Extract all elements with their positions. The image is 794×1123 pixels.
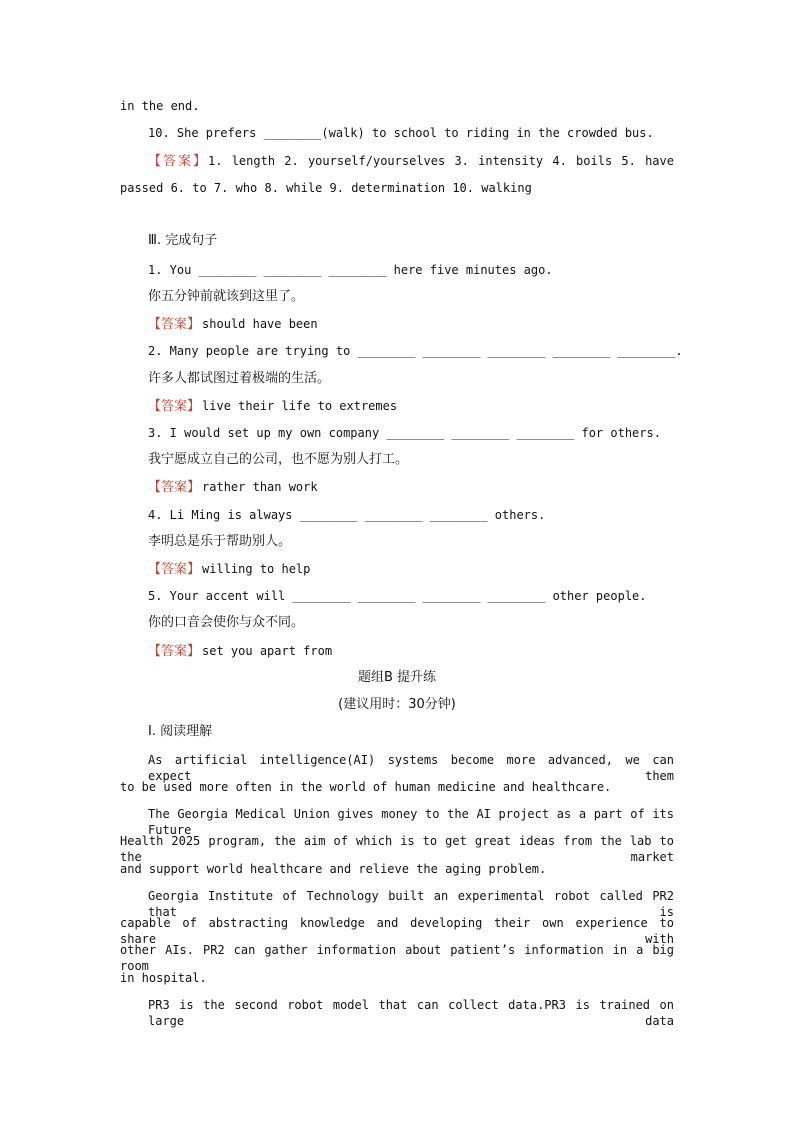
answer-line <box>148 153 674 169</box>
answer-2 <box>148 398 674 415</box>
question-3: 3. I would set up my own company ________ ________ ________ for others. <box>148 426 661 440</box>
answer-5 <box>148 643 674 660</box>
answer-3 <box>148 479 674 496</box>
answer-tag: 【答案】 <box>148 644 201 659</box>
answer-tag: 【答案】 <box>148 480 201 495</box>
answer-text: rather than work <box>202 480 318 494</box>
question-4: 4. Li Ming is always ________ ________ ________ others. <box>148 508 546 522</box>
text-line: in the end. <box>120 99 200 113</box>
group-b-title: 题组B 提升练 <box>357 670 437 685</box>
answer-4 <box>148 561 674 578</box>
answer-line-continued: passed 6. to 7. who 8. while 9. determination 10. walking <box>120 181 532 195</box>
paragraph-1-line: As artificial intelligence(AI) systems become more advanced, we can expect them <box>148 753 674 783</box>
answer-text: 1. length 2. yourself/yourselves 3. intensity 4. boils 5. have <box>208 154 674 168</box>
question-2: 2. Many people are trying to ________ ________ ________ ________ ________. <box>148 344 683 358</box>
question-3-chinese: 我宁愿成立自己的公司，也不愿为别人打工。 <box>148 452 409 467</box>
answer-1 <box>148 316 674 333</box>
question-5: 5. Your accent will ________ ________ ________ ________ other people. <box>148 589 647 603</box>
paragraph-3-line: Georgia Institute of Technology built an experimental robot called PR2 that is <box>148 889 674 919</box>
paragraph-3-line: in hospital. <box>120 971 207 985</box>
question-10: 10. She prefers ________(walk) to school to riding in the crowded bus. <box>148 126 654 140</box>
section-title-complete-sentences: Ⅲ. 完成句子 <box>148 233 218 248</box>
question-5-chinese: 你的口音会使你与众不同。 <box>148 615 305 630</box>
answer-tag: 【答案】 <box>148 562 201 577</box>
paragraph-1-line: to be used more often in the world of human medicine and healthcare. <box>120 780 612 794</box>
paragraph-4-line: PR3 is the second robot model that can collect data.PR3 is trained on large data <box>148 998 674 1028</box>
group-b-subtitle: (建议用时：30分钟) <box>338 697 456 712</box>
answer-tag: 【答案】 <box>148 317 201 332</box>
paragraph-2-line: Health 2025 program, the aim of which is to get great ideas from the lab to the market <box>120 834 674 864</box>
answer-tag: 【答案】 <box>148 399 201 414</box>
question-4-chinese: 李明总是乐于帮助别人。 <box>148 534 292 549</box>
answer-text: set you apart from <box>202 644 333 658</box>
answer-text: should have been <box>202 317 318 331</box>
question-1-chinese: 你五分钟前就该到这里了。 <box>148 289 305 304</box>
section-title-reading: Ⅰ. 阅读理解 <box>148 724 213 739</box>
answer-text: live their life to extremes <box>202 399 398 413</box>
question-2-chinese: 许多人都试图过着极端的生活。 <box>148 371 331 386</box>
question-1: 1. You ________ ________ ________ here five minutes ago. <box>148 263 553 277</box>
paragraph-3-line: capable of abstracting knowledge and developing their own experience to share with <box>120 916 674 946</box>
paragraph-2-line: and support world healthcare and relieve the aging problem. <box>120 862 547 876</box>
answer-tag: 【答案】 <box>148 154 209 169</box>
answer-text: willing to help <box>202 562 311 576</box>
paragraph-2-line: The Georgia Medical Union gives money to the AI project as a part of its Future <box>148 807 674 837</box>
paragraph-3-line: other AIs. PR2 can gather information about patient’s information in a big room <box>120 943 674 973</box>
